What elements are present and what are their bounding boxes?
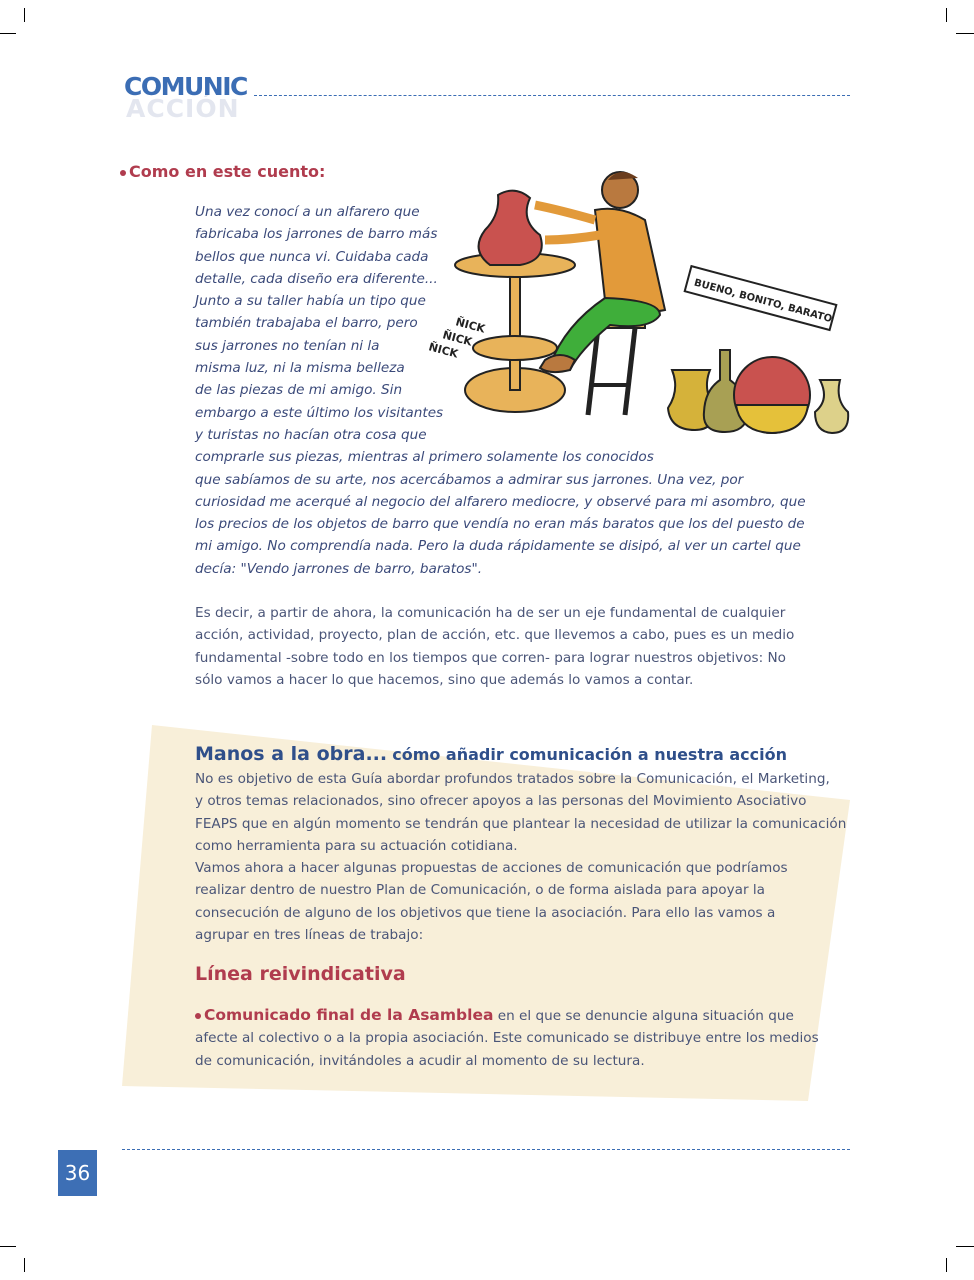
page-number: 36 [58,1150,97,1196]
logo-comunic: COMUNIC [124,72,247,101]
manos-heading: Manos a la obra... cómo añadir comunicación a nuestra acción [195,743,787,765]
bullet-icon [120,170,126,176]
story-text-narrow: Una vez conocí a un alfarero que fabricaba los jarrones de barro más bellos que nunca vi. Cuidaba cada detalle, cada diseño era diferente... Junto a su taller había un tipo que también trabajaba el barro, pero sus jarrones no tenían ni la misma luz, ni la misma belleza de las piezas de mi amigo. Sin embargo a este último los visitantes y turistas no hacían otra cosa que comprarle sus piezas, mientras al primero solamente los conocidos que sabíamos de su arte, nos acercábamos a admirar sus jarrones. Una vez, por curiosidad me acerqué al negocio del alfarero mediocre, y observé para mi asombro, que los precios de los objetos de barro que vendía no eran más baratos que los del puesto de mi amigo. No comprendía nada. Pero la duda rápidamente se disipó, al ver un cartel que decía: "Vendo jarrones de barro, baratos". [195,204,806,577]
bullet-icon [195,1013,201,1019]
manos-paragraph-1: No es objetivo de esta Guía abordar profundos tratados sobre la Comunicación, el Marketing, y otros temas relacionados, sino ofrecer apoyos a las personas del Movimiento Asociativo FEAPS que en algún momento se tendrán que plantear la necesidad de utilizar la comunicación como herramienta para su actuación cotidiana. Vamos ahora a hacer algunas propuestas de acciones de comunicación que podríamos realizar dentro de nuestro Plan de Comunicación, o de forma aislada para apoyar la consecución de alguno de los objetivos que tiene la asociación. Para ello las vamos a agrupar en tres líneas de trabajo: [195,771,847,944]
potter-illustration [420,150,870,440]
header-dashed-rule [254,95,850,96]
story-heading: Como en este cuento: [120,162,325,181]
logo-accion: ACCIÓN [126,94,240,123]
paragraph-es-decir: Es decir, a partir de ahora, la comunicación ha de ser un eje fundamental de cualquier acción, actividad, proyecto, plan de acción, etc. que llevemos a cabo, pues es un medio fundamental -sobre todo en los tiempos que corren- para lograr nuestros objetivos: No sólo vamos a hacer lo que hacemos, sino que además lo vamos a contar. [195,605,795,688]
linea-reivindicativa-heading: Línea reivindicativa [195,963,406,985]
comunicado-item: Comunicado final de la Asamblea en el que se denuncie alguna situación que afecte al colectivo o a la propia asociación. Este comunicado se distribuye entre los medios de comunicación, invitándoles a acudir al momento de su lectura. [195,1006,819,1069]
svg-text:ÑICK: ÑICK [427,340,460,361]
svg-text:ÑICK: ÑICK [441,328,474,349]
svg-text:ÑICK: ÑICK [454,315,487,336]
svg-text:BUENO, BONITO, BARATO: BUENO, BONITO, BARATO [692,277,834,326]
footer-dashed-rule [122,1149,850,1150]
